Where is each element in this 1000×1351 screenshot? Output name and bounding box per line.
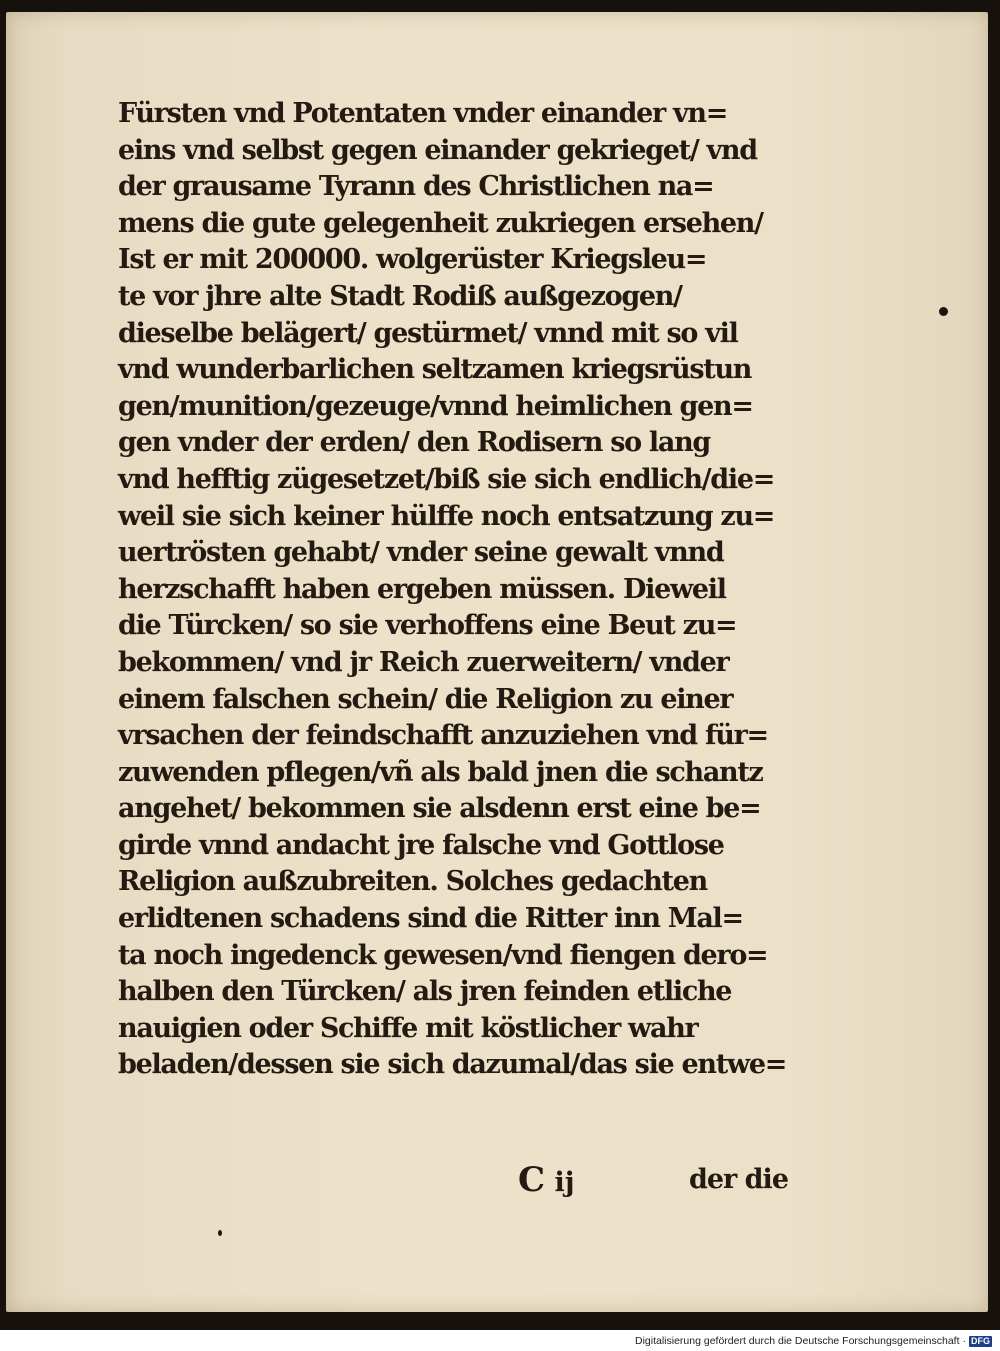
text-line: vnd wunderbarlichen seltzamen kriegsrüstun — [118, 354, 752, 386]
text-line: uertrösten gehabt/ vnder seine gewalt vnnd — [118, 537, 724, 569]
text-line: bekommen/ vnd jr Reich zuerweitern/ vnder — [118, 646, 729, 678]
text-block — [118, 96, 798, 1084]
text-line: girde vnnd andacht jre falsche vnd Gottlose — [118, 829, 724, 861]
text-line: herzschafft haben ergeben müssen. Dieweil — [118, 573, 726, 605]
text-line: vrsachen der feindschafft anzuziehen vnd für= — [118, 720, 768, 752]
book-page — [6, 12, 988, 1312]
credit-separator: · — [962, 1335, 966, 1347]
text-line: dieselbe belägert/ gestürmet/ vnnd mit so vil — [118, 317, 738, 349]
catchword: der die — [689, 1164, 788, 1195]
text-line: erlidtenen schadens sind die Ritter inn Mal= — [118, 903, 743, 935]
text-line: halben den Türcken/ als jren feinden etliche — [118, 976, 732, 1008]
text-line: Ist er mit 200000. wolgerüster Kriegsleu= — [118, 244, 707, 276]
text-line: einem falschen schein/ die Religion zu einer — [118, 683, 733, 715]
text-line: gen/munition/gezeuge/vnnd heimlichen gen= — [118, 390, 753, 422]
text-line: te vor jhre alte Stadt Rodiß außgezogen/ — [118, 280, 682, 312]
text-line: weil sie sich keiner hülffe noch entsatzung zu= — [118, 500, 775, 532]
ink-speck — [939, 307, 948, 316]
text-line: vnd hefftig zügesetzet/biß sie sich endlich/die= — [118, 463, 775, 495]
digitization-credit — [635, 1334, 992, 1348]
text-line: der grausame Tyrann des Christlichen na= — [118, 171, 714, 203]
text-line: nauigien oder Schiffe mit köstlicher wahr — [118, 1012, 698, 1044]
text-line: mens die gute gelegenheit zukriegen ersehen/ — [118, 207, 763, 239]
text-line: Fürsten vnd Potentaten vnder einander vn= — [118, 98, 728, 129]
dfg-logo: DFG — [971, 1335, 990, 1346]
credit-text: Digitalisierung gefördert durch die Deutsche Forschungsgemeinschaft — [634, 1335, 960, 1347]
text-line: zuwenden pflegen/vñ als bald jnen die schantz — [118, 756, 763, 788]
text-line: gen vnder der erden/ den Rodisern so lang — [118, 427, 710, 459]
ink-speck — [218, 1230, 222, 1236]
signature-number: ij — [554, 1167, 575, 1198]
page-footer-line — [118, 1162, 788, 1198]
text-line: Religion außzubreiten. Solches gedachten — [118, 866, 707, 898]
text-line: beladen/dessen sie sich dazumal/das sie entwe= — [118, 1049, 787, 1081]
signature-letter: C — [518, 1160, 546, 1200]
text-line: die Türcken/ so sie verhoffens eine Beut zu= — [118, 610, 737, 642]
signature-mark — [518, 1162, 575, 1201]
text-line: eins vnd selbst gegen einander gekrieget/ vnd — [118, 134, 757, 166]
text-line: ta noch ingedenck gewesen/vnd fiengen dero= — [118, 939, 768, 971]
text-line: angehet/ bekommen sie alsdenn erst eine be= — [118, 793, 761, 825]
